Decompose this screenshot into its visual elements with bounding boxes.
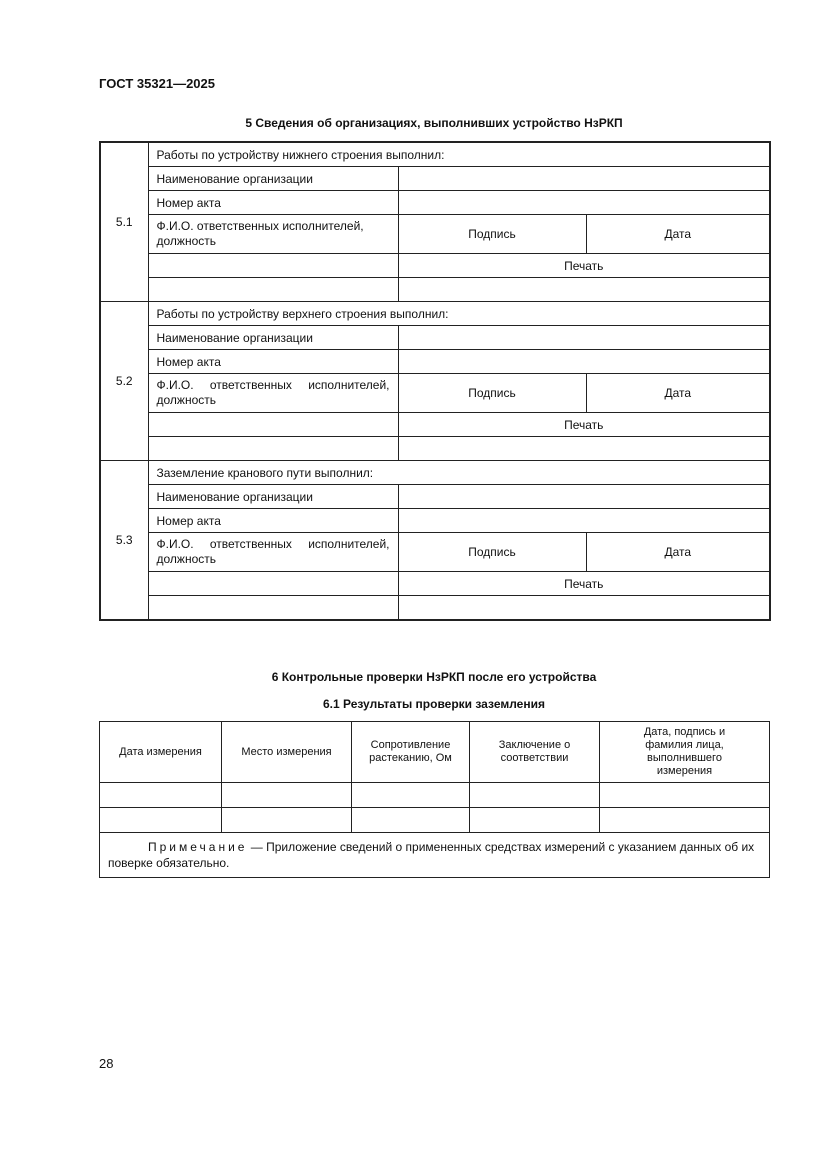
table-row (100, 278, 770, 302)
grounding-results-table (99, 721, 770, 878)
document-header: ГОСТ 35321—2025 (99, 76, 215, 91)
table-row (100, 167, 770, 191)
table-row (100, 302, 770, 326)
block-title: Работы по устройству нижнего строения выполнил: (148, 142, 770, 167)
section-6-title: 6 Контрольные проверки НзРКП после его устройства (271, 670, 597, 684)
responsible-field[interactable] (148, 278, 398, 302)
block-number: 5.3 (100, 461, 148, 621)
block-title: Работы по устройству верхнего строения выполнил: (148, 302, 770, 326)
table-cell[interactable] (600, 808, 770, 833)
signature-label: Подпись (398, 374, 586, 413)
table-row (100, 783, 770, 808)
responsible-field[interactable] (148, 596, 398, 621)
table-row (100, 509, 770, 533)
responsible-label: Ф.И.О. ответственных исполнителей, должность (148, 215, 398, 254)
stamp-field[interactable] (398, 437, 770, 461)
table-row (100, 461, 770, 485)
stamp-label: Печать (398, 413, 770, 437)
org-name-field[interactable] (398, 326, 770, 350)
stamp-label: Печать (398, 254, 770, 278)
date-label: Дата (586, 374, 770, 413)
signature-label: Подпись (398, 533, 586, 572)
table-row (100, 808, 770, 833)
table-row (100, 533, 770, 572)
org-name-field[interactable] (398, 485, 770, 509)
act-number-label: Номер акта (148, 350, 398, 374)
responsible-field[interactable] (148, 572, 398, 596)
table-cell[interactable] (600, 783, 770, 808)
table-row (100, 350, 770, 374)
table-cell[interactable] (352, 808, 470, 833)
org-name-label: Наименование организации (148, 485, 398, 509)
table-header-row (100, 722, 770, 783)
signature-label: Подпись (398, 215, 586, 254)
table-row (100, 485, 770, 509)
organizations-table (99, 141, 771, 621)
table-row (100, 254, 770, 278)
table-row (100, 326, 770, 350)
responsible-label: Ф.И.О. ответственных исполнителей, должность (148, 374, 398, 413)
act-number-field[interactable] (398, 191, 770, 215)
table-row (100, 142, 770, 167)
responsible-field[interactable] (148, 254, 398, 278)
table-row (100, 596, 770, 621)
act-number-label: Номер акта (148, 509, 398, 533)
act-number-field[interactable] (398, 509, 770, 533)
note-text: — Приложение сведений о примененных средствах измерений с указанием данных об их поверке обязательно. (108, 840, 755, 870)
column-header: Дата измерения (100, 722, 222, 783)
column-header: Заключение о соответствии (470, 722, 600, 783)
column-header: Дата, подпись и фамилия лица, выполнившего измерения (600, 722, 770, 783)
org-name-field[interactable] (398, 167, 770, 191)
note-label: Примечание (148, 840, 248, 854)
responsible-field[interactable] (148, 413, 398, 437)
section-6-1-title: 6.1 Результаты проверки заземления (323, 697, 545, 711)
table-row (100, 215, 770, 254)
table-cell[interactable] (100, 783, 222, 808)
table-row (100, 572, 770, 596)
table-row (100, 374, 770, 413)
page-number: 28 (99, 1056, 114, 1071)
org-name-label: Наименование организации (148, 167, 398, 191)
note-row (100, 833, 770, 878)
responsible-label: Ф.И.О. ответственных исполнителей, должность (148, 533, 398, 572)
block-number: 5.2 (100, 302, 148, 461)
table-cell[interactable] (470, 808, 600, 833)
table-row (100, 191, 770, 215)
act-number-field[interactable] (398, 350, 770, 374)
table-cell[interactable] (470, 783, 600, 808)
stamp-field[interactable] (398, 596, 770, 621)
date-label: Дата (586, 215, 770, 254)
table-cell[interactable] (222, 783, 352, 808)
table-row (100, 413, 770, 437)
block-title: Заземление кранового пути выполнил: (148, 461, 770, 485)
block-number: 5.1 (100, 142, 148, 302)
date-label: Дата (586, 533, 770, 572)
act-number-label: Номер акта (148, 191, 398, 215)
column-header: Место измерения (222, 722, 352, 783)
stamp-field[interactable] (398, 278, 770, 302)
section-5-title: 5 Сведения об организациях, выполнивших устройство НзРКП (245, 116, 623, 130)
table-note (100, 833, 770, 878)
stamp-label: Печать (398, 572, 770, 596)
org-name-label: Наименование организации (148, 326, 398, 350)
table-cell[interactable] (352, 783, 470, 808)
column-header: Сопротивление растеканию, Ом (352, 722, 470, 783)
table-row (100, 437, 770, 461)
table-cell[interactable] (222, 808, 352, 833)
table-cell[interactable] (100, 808, 222, 833)
responsible-field[interactable] (148, 437, 398, 461)
